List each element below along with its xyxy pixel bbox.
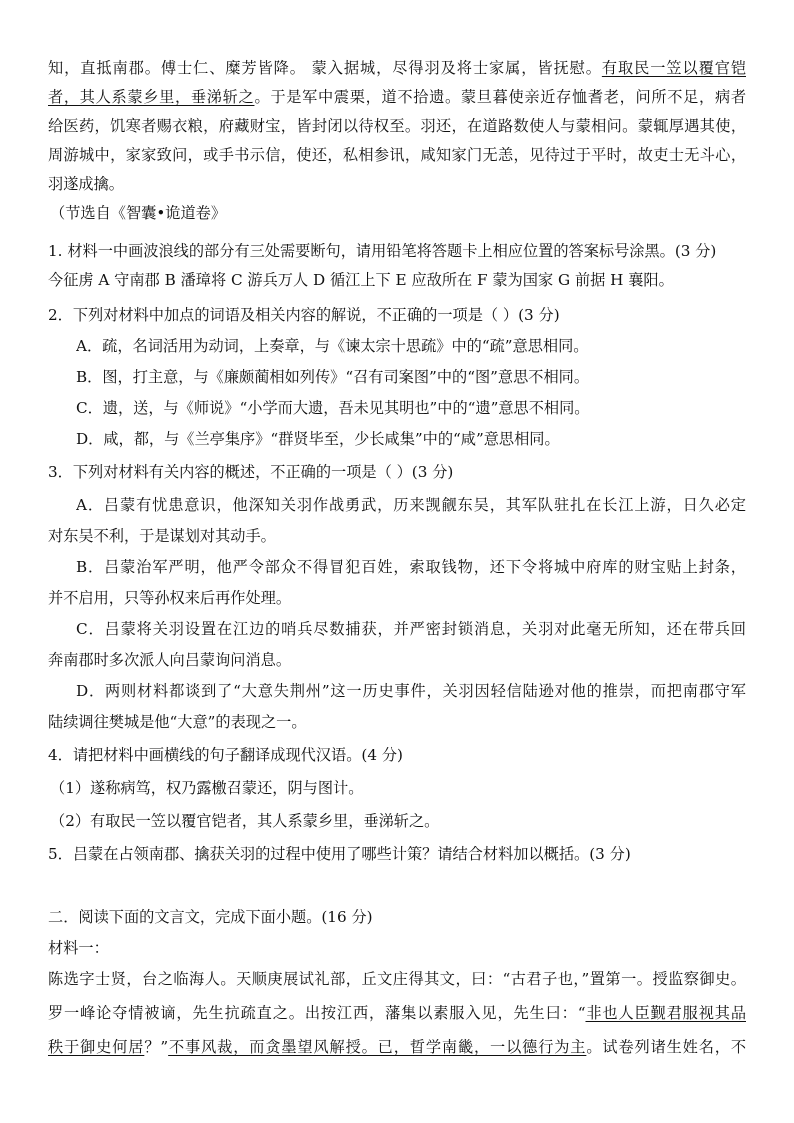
text-line: 羽遂成擒。 [48,175,124,193]
option-d-cont: 陆续调往樊城是他“大意”的表现之一。 [48,713,307,731]
option-d: D．两则材料都谈到了“大意失荆州”这一历史事件，关羽因轻信陆逊对他的推崇，而把南郡守军 [76,682,746,700]
text-line: 陈选字士贤，台之临海人。天顺庚展试礼部，丘文庄得其文，曰：“古君子也，”置第一。授监察御史。 [48,970,746,988]
text-line: 罗一峰论夺情被谪，先生抗疏直之。出按江西，藩集以素服入见，先生曰：“非也人臣觐君服视其品 [48,1004,746,1022]
question-4: 4．请把材料中画横线的句子翻译成现代汉语。(4 分) [48,746,403,764]
material-label: 材料一： [48,939,109,957]
text-line: 给医药，饥寒者赐衣粮，府藏财宝，皆封闭以待权至。羽还，在道路数使人与蒙相问。蒙辄厚遇其使， [48,117,746,135]
option-a-cont: 对东吴不利，于是谋划对其动手。 [48,527,276,545]
option-b: B．吕蒙治军严明，他严令部众不得冒犯百姓，索取钱物，还下令将城中府库的财宝贴上封条， [76,558,746,576]
option-a: A．疏，名词活用为动词，上奏章，与《谏太宗十思疏》中的“疏”意思相同。 [76,337,589,355]
question-3: 3．下列对材料有关内容的概述，不正确的一项是（ ）(3 分) [48,463,454,481]
option-b: B．图，打主意，与《廉颇蔺相如列传》“召有司案图”中的“图”意思不相同。 [76,368,590,386]
question-1-sentence: 今征虏 A 守南郡 B 潘璋将 C 游兵万人 D 循江上下 E 应敌所在 F 蒙为国家 G 前据 H 襄阳。 [48,271,674,289]
question-2: 2．下列对材料中加点的词语及相关内容的解说，不正确的一项是（ ）(3 分) [48,306,560,324]
question-4-part-2: （2）有取民一笠以覆官铠者，其人系蒙乡里，垂涕斩之。 [50,812,440,830]
option-c: C．吕蒙将关羽设置在江边的哨兵尽数捕获，并严密封锁消息，关羽对此毫无所知，还在带兵回 [76,620,746,638]
option-c-cont: 奔南郡时多次派人向吕蒙询问消息。 [48,651,291,669]
question-5: 5．吕蒙在占领南郡、擒获关羽的过程中使用了哪些计策？请结合材料加以概括。(3 分) [48,845,631,863]
option-b-cont: 并不启用，只等孙权来后再作处理。 [48,589,291,607]
question-4-part-1: （1）遂称病笃，权乃露檄召蒙还，阴与图计。 [50,779,364,797]
option-c: C．遗，送，与《师说》“小学而大遗，吾未见其明也”中的“遗”意思不相同。 [76,399,590,417]
text-line: 周游城中，家家致问，或手书示信，使还，私相参讯，咸知家门无恙，见待过于平时，故吏士无斗心， [48,146,746,164]
option-d: D．咸，都，与《兰亭集序》“群贤毕至，少长咸集”中的“咸”意思相同。 [76,430,560,448]
option-a: A．吕蒙有忧患意识，他深知关羽作战勇武，历来觊觎东吴，其军队驻扎在长江上游，日久必定 [76,496,746,514]
text-line: 知，直抵南郡。傅士仁、糜芳皆降。 蒙入据城，尽得羽及将士家属，皆抚慰。有取民一笠以覆官铠 [48,59,746,77]
question-1: 1. 材料一中画波浪线的部分有三处需要断句，请用铅笔将答题卡上相应位置的答案标号涂黑。(3 分) [48,242,717,260]
source-note: （节选自《智囊•诡道卷》 [50,204,227,222]
text-line: 者，其人系蒙乡里，垂涕斩之。于是军中震栗，道不拾遗。蒙旦暮使亲近存恤耆老，问所不足，病者 [48,88,746,106]
text-line: 秩于御史何居？”不事风裁，而贪墨望风解授。已，晢学南畿，一以德行为主。试卷列诸生姓名，不 [48,1038,746,1056]
section-heading: 二．阅读下面的文言文，完成下面小题。(16 分) [48,908,373,926]
